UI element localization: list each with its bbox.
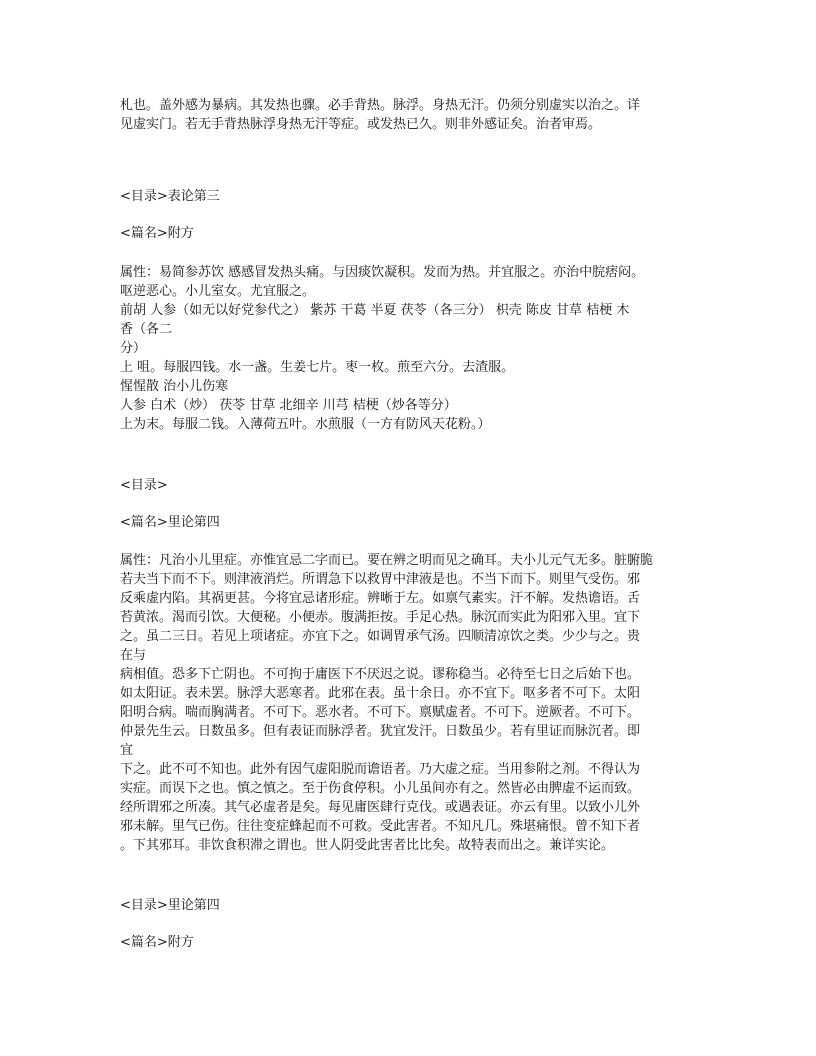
- section-subheading: [120, 513, 700, 532]
- section-heading: [120, 187, 700, 206]
- text-line: 苔黄浓。渴而引饮。大便秘。小便赤。腹满拒按。手足心热。脉沉而实此为阳邪入里。宜下: [120, 610, 641, 625]
- section-heading: [120, 896, 700, 915]
- text-line: 札也。盖外感为暴病。其发热也骤。必手背热。脉浮。身热无汗。仍须分别虚实以治之。详: [120, 98, 641, 113]
- text-line: 实症。而误下之也。慎之慎之。至于伤食停积。小儿虽间亦有之。然皆必由脾虚不运而致。: [120, 781, 641, 796]
- text-line: 。下其邪耳。非饮食积滞之谓也。世人阴受此害者比比矣。故特表而出之。兼详实论。: [120, 838, 615, 853]
- text-line: 宜: [120, 743, 134, 758]
- chapter-title: <篇名>里论第四: [120, 515, 220, 530]
- text-line: 香（各二: [120, 322, 173, 337]
- section-subheading: [120, 224, 700, 243]
- text-line: 上为末。每服二钱。入薄荷五叶。水煎服（一方有防风天花粉。）: [120, 417, 491, 432]
- intro-paragraph: [120, 96, 700, 134]
- text-line: 呕逆恶心。小儿室女。尤宜服之。: [120, 284, 316, 299]
- text-line: 如太阳证。表未罢。脉浮大恶寒者。此邪在表。虽十余日。亦不宜下。呕多者不可下。太阳: [120, 686, 641, 701]
- toc-heading: <目录>里论第四: [120, 898, 220, 913]
- chapter-title: <篇名>附方: [120, 226, 194, 241]
- text-line: 分）: [120, 341, 147, 356]
- toc-heading: <目录>: [120, 478, 168, 493]
- text-line: 邪未解。里气已伤。往往变症蜂起而不可救。受此害者。不知凡几。殊堪痛恨。曾不知下者: [120, 819, 641, 834]
- text-line: 下之。此不可不知也。此外有因气虚阳脱而谵语者。乃大虚之症。当用参附之剂。不得认为: [120, 762, 641, 777]
- text-line: 属性：易简参苏饮 感感冒发热头痛。与因痰饮凝积。发而为热。并宜服之。亦治中脘痞闷。: [120, 265, 645, 280]
- section2-body: [120, 551, 700, 855]
- section-heading: [120, 476, 700, 495]
- text-line: 病相值。恐多下亡阴也。不可拘于庸医下不厌迟之说。谬称稳当。必待至七日之后始下也。: [120, 667, 641, 682]
- text-line: 经所谓邪之所凑。其气必虚者是矣。每见庸医肆行克伐。或遇表证。亦云有里。以致小儿外: [120, 800, 641, 815]
- text-line: 在与: [120, 648, 147, 663]
- text-line: 之。虽二三日。若见上项诸症。亦宜下之。如调胃承气汤。四顺清凉饮之类。少少与之。贵: [120, 629, 641, 644]
- text-line: 人参 白术（炒） 茯苓 甘草 北细辛 川芎 桔梗（炒各等分）: [120, 398, 457, 413]
- section-subheading: [120, 933, 700, 952]
- toc-heading: <目录>表论第三: [120, 189, 220, 204]
- text-line: 反乘虚内陷。其祸更甚。今将宜忌诸形症。辨晰于左。如禀气素实。汗不解。发热谵语。舌: [120, 591, 641, 606]
- section1-body: [120, 263, 700, 434]
- text-line: 若夫当下而不下。则津液消烂。所谓急下以救胃中津液是也。不当下而下。则里气受伤。邪: [120, 572, 641, 587]
- text-line: 上 咀。每服四钱。水一盏。生姜七片。枣一枚。煎至六分。去渣服。: [120, 360, 515, 375]
- text-line: 属性：凡治小儿里症。亦惟宜忌二字而已。要在辨之明而见之确耳。夫小儿元气无多。脏腑脆: [120, 553, 654, 568]
- text-line: 前胡 人参（如无以好党参代之） 紫苏 干葛 半夏 茯苓（各三分） 枳壳 陈皮 甘草 桔梗 木: [120, 303, 630, 318]
- text-line: 见虚实门。若无手背热脉浮身热无汗等症。或发热已久。则非外感证矣。治者审焉。: [120, 117, 602, 132]
- text-line: 惺惺散 治小儿伤寒: [120, 379, 229, 394]
- text-line: 阳明合病。喘而胸满者。不可下。恶水者。不可下。禀赋虚者。不可下。逆厥者。不可下。: [120, 705, 641, 720]
- text-line: 仲景先生云。日数虽多。但有表证而脉浮者。犹宜发汗。日数虽少。若有里证而脉沉者。即: [120, 724, 641, 739]
- chapter-title: <篇名>附方: [120, 935, 194, 950]
